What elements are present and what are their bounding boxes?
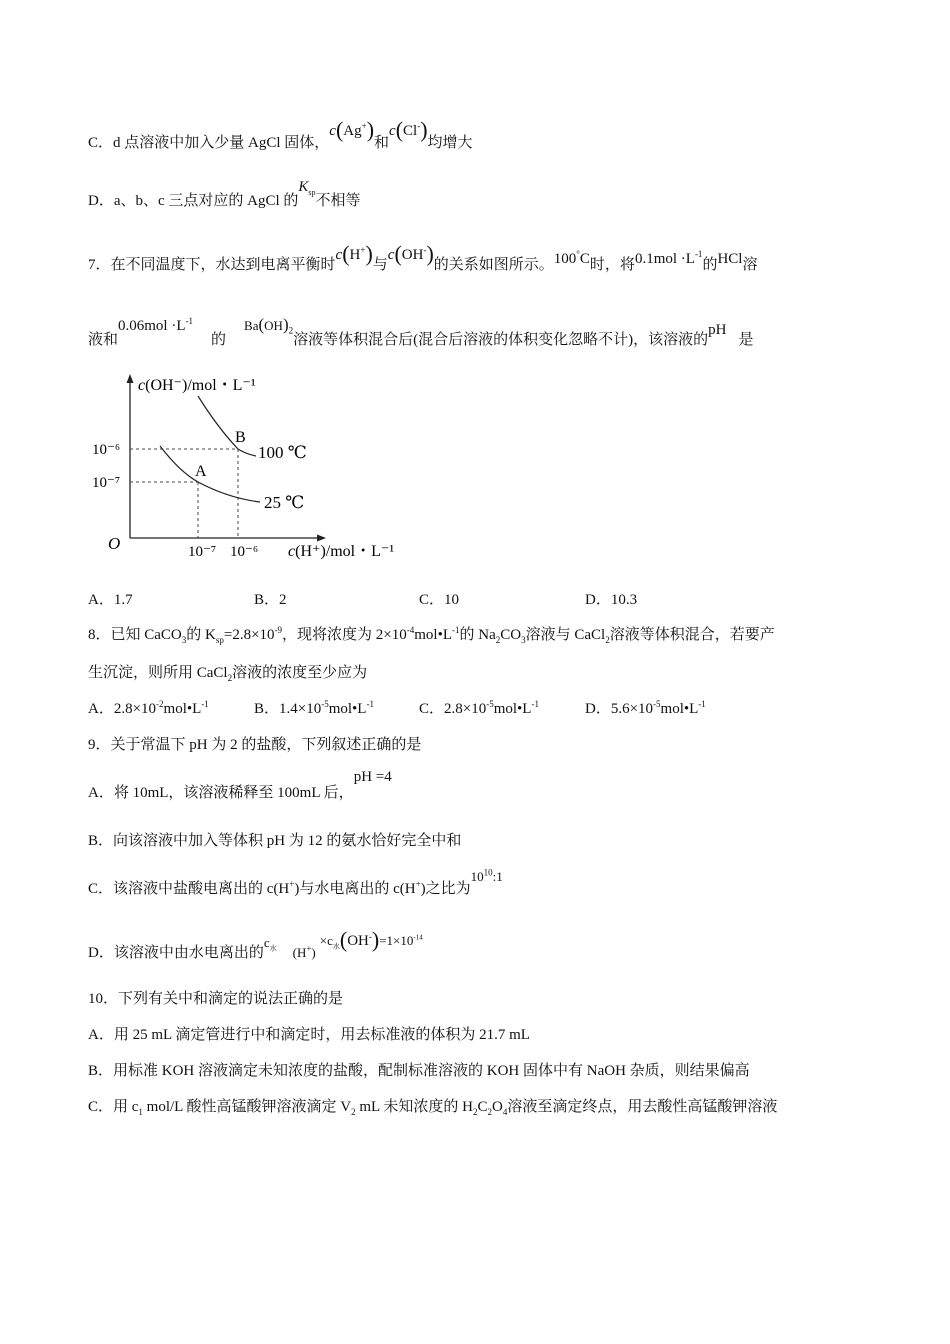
formula-h-water: (H+) [292, 943, 316, 960]
q9-option-a: A．将 10mL，该溶液稀释至 100mL 后，pH =4 [88, 769, 392, 801]
formula-ratio: $10^{10}:1$ [470, 867, 503, 884]
q8-option-a: A．$2.8\times 10^{-2}mol•L^{-1}$ [88, 699, 209, 717]
q7-option-a: A．1.7 [88, 592, 133, 608]
q7-option-b: B．2 [254, 592, 287, 608]
q8-stem-line1: 8．已知 CaCO$_3$的 $K_{sp}=2.8\times 10^{-9}$，现将浓度为 $2\times 10^{-4}mol•L^{-1}$的 $Na_2CO_3$溶液与 CaCl$_2$溶液等体积混合，若要产 [88, 625, 775, 645]
q9-stem: 9．关于常温下 pH 为 2 的盐酸，下列叙述正确的是 [88, 737, 422, 753]
formula-ksp: $K_{sp}$ [298, 179, 316, 197]
curve-100c-label: 100 ℃ [258, 443, 307, 462]
q7-option-d: D．10.3 [585, 592, 638, 608]
formula-kw: $\times c_水(OH^-)=1\times 10^{-14}$ [319, 927, 423, 952]
formula-c-cl: c(Cl-) [389, 117, 428, 142]
formula-conc1: $0.1mol \cdot L^{-1}$ [634, 249, 703, 267]
q7-stem-line1: 7．在不同温度下，水达到电离平衡时c(H+)与c(OH-)的关系如图所示。100°C时，将$0.1mol \cdot L^{-1}$的HCl溶 [88, 241, 758, 273]
x-tick-1e-6: 10⁻⁶ [230, 544, 259, 560]
q6-option-c: C．d 点溶液中加入少量 AgCl 固体，c(Ag+)和c(Cl-)均增大 [88, 117, 473, 151]
formula-c-ag: c(Ag+) [329, 117, 375, 142]
origin-label: O [108, 534, 121, 553]
y-axis-label: c(OH⁻)/mol・L⁻¹ [138, 377, 256, 394]
formula-ph4: pH =4 [353, 769, 392, 785]
q6-option-d: D．a、b、c 三点对应的 AgCl 的$K_{sp}$不相等 [88, 179, 361, 209]
point-b-label: B [235, 429, 246, 446]
formula-baoh2: $Ba(OH)_2$ [244, 315, 294, 336]
x-tick-1e-7: 10⁻⁷ [188, 544, 217, 560]
q7-option-c: C．10 [419, 592, 460, 608]
curve-100c [198, 396, 256, 456]
y-tick-1e-7: 10⁻⁷ [92, 475, 121, 491]
q10-option-a: A．用 25 mL 滴定管进行中和滴定时，用去标准液的体积为 21.7 mL [88, 1027, 530, 1043]
q9-option-d: D．该溶液中由水电离出的$c_水$ $(H^+)\times c_水(OH^-)=1\times 10^{-14}$ [88, 927, 423, 961]
formula-c-h: c(H+) [335, 241, 373, 266]
q7-stem-line2: 液和$0.06mol \cdot L^{-1}$的$Ba(OH)_2$溶液等体积混合后(混合后溶液的体积变化忽略不计)，该溶液的pH是 [88, 315, 754, 348]
y-tick-1e-6: 10⁻⁶ [92, 442, 121, 458]
point-a-label: A [195, 463, 207, 480]
q9-option-c: C．该溶液中盐酸电离出的 c(H+)与水电离出的 c(H+)之比为$10^{10}:1$ [88, 867, 503, 897]
q9-option-b: B．向该溶液中加入等体积 pH 为 12 的氨水恰好完全中和 [88, 833, 462, 849]
curve-25c [160, 446, 260, 502]
x-axis-arrow [317, 535, 326, 542]
q8-stem-line2: 生沉淀，则所用 CaCl$_2$溶液的浓度至少应为 [88, 665, 368, 683]
q10-stem: 10．下列有关中和滴定的说法正确的是 [88, 991, 344, 1007]
formula-ph: pH [708, 322, 727, 338]
q8-option-c: C．$2.8\times 10^{-5}mol•L^{-1}$ [419, 699, 539, 717]
curve-25c-label: 25 ℃ [264, 493, 305, 512]
q10-option-b: B．用标准 KOH 溶液滴定未知浓度的盐酸，配制标准溶液的 KOH 固体中有 NaOH 杂质，则结果偏高 [88, 1063, 750, 1079]
formula-conc2: $0.06mol \cdot L^{-1}$ [118, 316, 194, 334]
formula-temp: 100°C [553, 249, 590, 267]
formula-c-water-1: $c_水$ [263, 935, 277, 953]
formula-hcl: HCl [717, 251, 743, 267]
y-axis-arrow [127, 374, 134, 383]
q7-chart [88, 368, 428, 568]
q10-option-c: C．用 $c_1$ mol/L 酸性高锰酸钾溶液滴定 $V_2$ mL 未知浓度的 $H_2C_2O_4$溶液至滴定终点，用去酸性高锰酸钾溶液 [88, 1099, 778, 1117]
q8-option-b: B．$1.4\times 10^{-5}mol•L^{-1}$ [254, 699, 374, 717]
q8-option-d: D．$5.6\times 10^{-5}mol•L^{-1}$ [585, 699, 706, 717]
x-axis-label: c(H⁺)/mol・L⁻¹ [288, 543, 395, 560]
formula-c-oh: c(OH-) [387, 241, 434, 266]
